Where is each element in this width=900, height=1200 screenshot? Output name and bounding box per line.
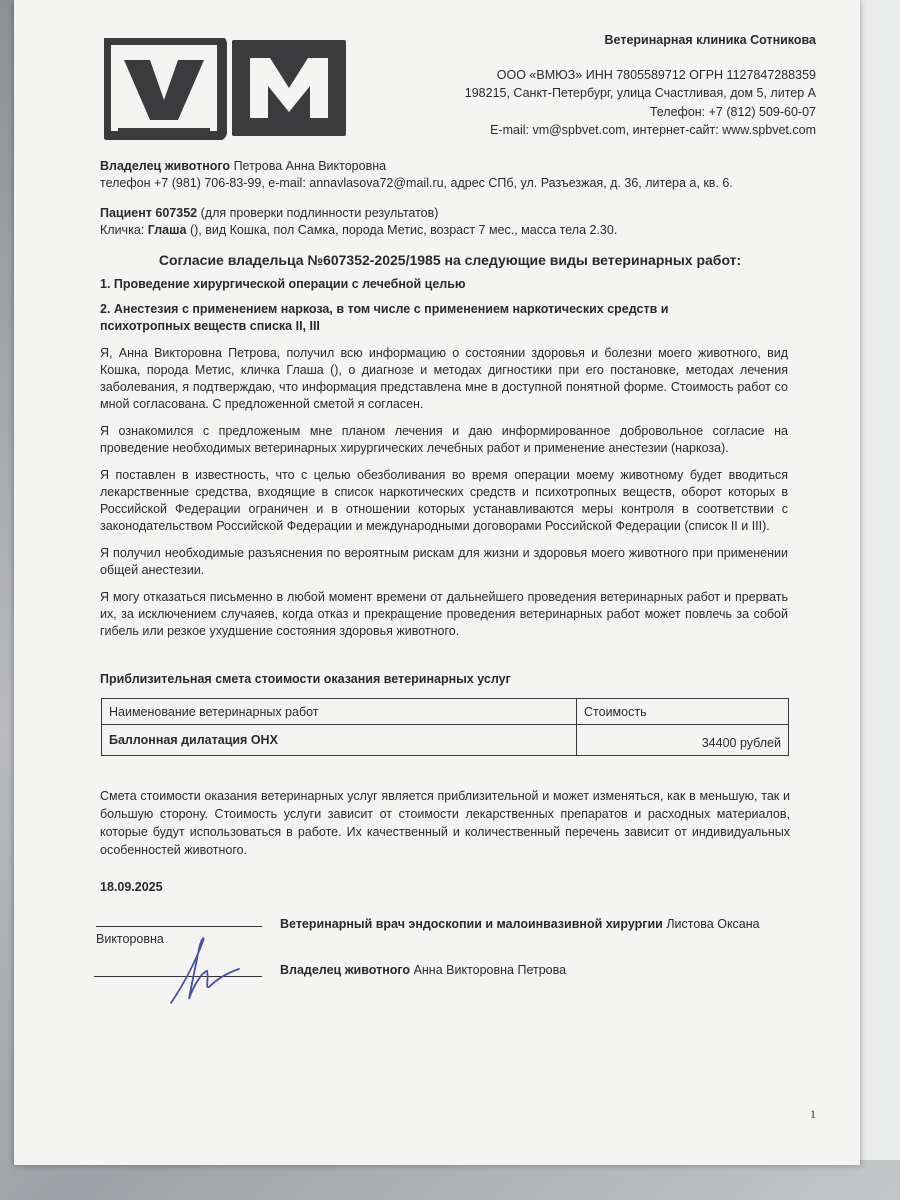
table-header-row <box>102 699 789 725</box>
service-name: Баллонная дилатация ОНХ <box>102 725 577 756</box>
service-cost: 34400 рублей <box>577 725 789 756</box>
page-number: 1 <box>810 1107 816 1121</box>
document-date: 18.09.2025 <box>100 880 163 894</box>
estimate-heading: Приблизительная смета стоимости оказания ветеринарных услуг <box>100 672 511 686</box>
handwritten-signature <box>165 933 245 1011</box>
consent-paragraph: Я ознакомился с предложеным мне планом лечения и даю информированное добровольное согласие на проведение необходимых ветеринарных хирургических лечебных работ и применение анестезии (наркоза). <box>100 424 788 455</box>
clinic-logo <box>104 38 350 140</box>
vet-title: Ветеринарный врач эндоскопии и малоинвазивной хирургии <box>280 917 663 931</box>
owner-info <box>100 158 800 192</box>
estimate-table <box>101 698 789 756</box>
owner-name: Петрова Анна Викторовна <box>233 159 387 173</box>
clinic-legal: ООО «ВМЮЗ» ИНН 7805589712 ОГРН 1127847288359 <box>496 67 816 82</box>
patient-nick-label: Кличка: <box>100 223 145 237</box>
consent-paragraph: Я, Анна Викторовна Петрова, получил всю информацию о состоянии здоровья и болезни моего животного, вид Кошка, порода Метис, кличка Глаша (), о диагнозе и методах дигностики при его постановке, методах лечения заболевания, я подтверждаю, что информация представлена мне в доступной понятной форме. Стоимость работ со мной согласована. С предложенной сметой я согласен. <box>100 346 788 411</box>
table-row <box>102 725 789 756</box>
patient-nick: Глаша <box>147 223 187 237</box>
consent-item: 2. Анестезия с применением наркоза, в том числе с применением наркотических средств и психотропных веществ списка II, III <box>100 302 669 333</box>
owner-label: Владелец животного <box>100 159 231 173</box>
consent-body <box>100 345 788 650</box>
consent-item: 1. Проведение хирургической операции с лечебной целью <box>100 277 466 291</box>
patient-note: (для проверки подлинности результатов) <box>200 206 439 220</box>
owner-sign-name: Анна Викторовна Петрова <box>413 963 567 977</box>
vet-signature-line <box>96 926 262 927</box>
clinic-name: Ветеринарная клиника Сотникова <box>604 33 816 47</box>
column-header-name: Наименование ветеринарных работ <box>102 699 577 725</box>
vet-name: Листова Оксана <box>666 917 760 931</box>
owner-contacts: телефон +7 (981) 706-83-99, e-mail: annavlasova72@mail.ru, адрес СПб, ул. Разъезжая, д. 36, литера а, кв. 6. <box>100 176 733 190</box>
consent-paragraph: Я получил необходимые разъяснения по вероятным рискам для жизни и здоровья моего животного при применении общей анестезии. <box>100 546 788 577</box>
vet-name-continued: Викторовна <box>96 932 164 946</box>
clinic-email: E-mail: vm@spbvet.com, интернет-сайт: www.spbvet.com <box>490 123 816 137</box>
consent-paragraph: Я могу отказаться письменно в любой момент времени от дальнейшего проведения ветеринарных работ и прервать их, за исключением случаяев, когда отказ и прекращение проведения ветеринарных работ может повлечь за собой гибель или резкое ухудшение состояния здоровья животного. <box>100 590 788 638</box>
patient-label: Пациент 607352 <box>100 206 198 220</box>
clinic-header <box>465 31 816 140</box>
estimate-note: Смета стоимости оказания ветеринарных услуг является приблизительной и может изменяться, как в меньшую, так и большую сторону. Стоимость услуги зависит от стоимости лекарственных препаратов и расходных материалов, которые будут использоваться в работе. Их качественный и количественный перечень зависит от индивидуальных особенностей животного. <box>100 789 790 857</box>
clinic-address: 198215, Санкт-Петербург, улица Счастливая, дом 5, литер А <box>464 86 816 100</box>
patient-details: (), вид Кошка, пол Самка, порода Метис, возраст 7 мес., масса тела 2.30. <box>189 223 618 237</box>
clinic-phone: Телефон: +7 (812) 509-60-07 <box>649 104 816 119</box>
owner-signature-label <box>280 962 800 979</box>
owner-sign-title: Владелец животного <box>280 963 411 977</box>
consent-paragraph: Я поставлен в известность, что с целью обезболивания во время операции моему животному будет вводиться лекарственные средства, входящие в список наркотических средств и психотропных веществ, оборот которых в Российской Федерации ограничен и в отношении которых устанавливаются меры контроля в соответствии с законодательством Российской Федерации и международными договорами Российской Федерации (список II и III). <box>100 468 788 533</box>
consent-title: Согласие владельца №607352-2025/1985 на следующие виды ветеринарных работ: <box>158 252 742 268</box>
patient-info <box>100 205 800 239</box>
column-header-cost: Стоимость <box>577 699 789 725</box>
